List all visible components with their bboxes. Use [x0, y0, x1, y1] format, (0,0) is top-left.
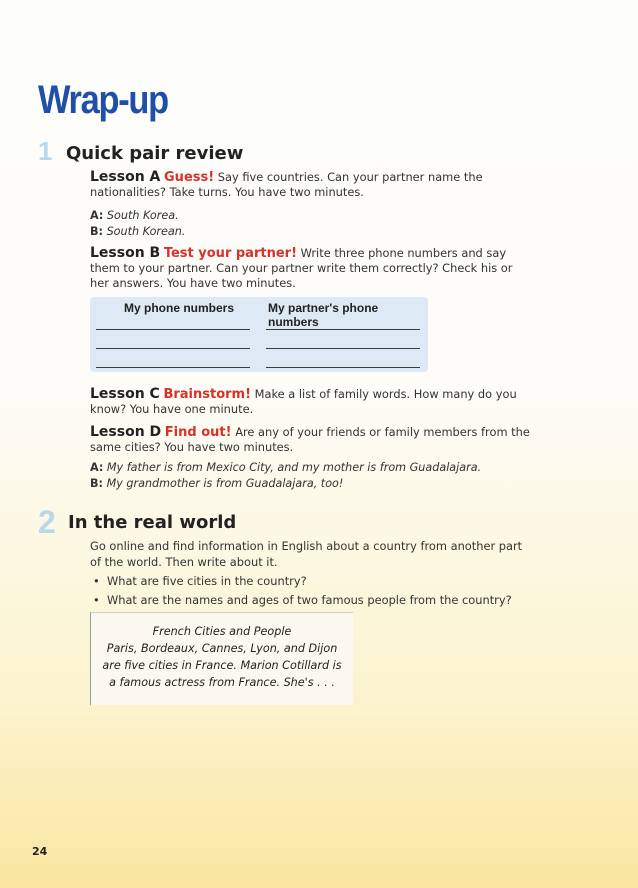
- lesson-a-text: Say five countries. Can your partner name the nationalities? Take turns. You have two minutes.: [90, 170, 483, 199]
- answer-line[interactable]: [96, 329, 250, 330]
- lesson-d-name: Lesson D: [90, 424, 162, 440]
- lesson-a-task: Guess!: [164, 170, 215, 185]
- lesson-d-task: Find out!: [164, 425, 232, 440]
- lesson-c: [90, 387, 530, 417]
- answer-line[interactable]: [266, 348, 420, 349]
- section-1-number: 1: [38, 136, 53, 166]
- lesson-b-text: Write three phone numbers and say them to your partner. Can your partner write them correctly? Check his or her answers. You have two minutes.: [90, 246, 513, 290]
- page-title: Wrap-up: [38, 78, 168, 122]
- lesson-d-text: Are any of your friends or family members from the same cities? You have two minutes.: [90, 425, 530, 454]
- example-note: [90, 612, 353, 705]
- note-line: a famous actress from France. She's . . .: [109, 676, 335, 689]
- section-2-text: Go online and find information in English about a country from another part of the world. Then write about it.: [90, 539, 523, 569]
- page-number: 24: [32, 845, 48, 858]
- lesson-b-task: Test your partner!: [163, 246, 297, 261]
- dialog-line: B: South Korean.: [90, 225, 186, 238]
- lesson-c-name: Lesson C: [90, 386, 160, 402]
- lesson-b: [90, 246, 530, 291]
- lesson-a-dialog: [90, 208, 185, 240]
- my-phone-numbers-header: My phone numbers: [124, 301, 235, 315]
- section-2-number: 2: [38, 504, 56, 540]
- answer-line[interactable]: [266, 367, 420, 368]
- note-line: are five cities in France. Marion Cotillard is: [102, 659, 342, 672]
- phone-numbers-table: [90, 297, 428, 372]
- lesson-b-name: Lesson B: [90, 245, 161, 261]
- bullet-item: • What are five cities in the country?: [93, 574, 307, 588]
- lesson-c-task: Brainstorm!: [163, 387, 252, 402]
- dialog-line: A: My father is from Mexico City, and my mother is from Guadalajara.: [90, 461, 482, 474]
- partner-phone-numbers-header: My partner's phone numbers: [268, 301, 379, 329]
- section-1-title: Quick pair review: [66, 143, 244, 164]
- lesson-a-name: Lesson A: [90, 169, 161, 185]
- dialog-line: A: South Korea.: [90, 209, 179, 222]
- lesson-c-text: Make a list of family words. How many do you know? You have one minute.: [90, 387, 517, 416]
- bullet-item: • What are the names and ages of two famous people from the country?: [93, 593, 512, 607]
- lesson-d: [90, 425, 530, 455]
- answer-line[interactable]: [266, 329, 420, 330]
- lesson-d-dialog: [90, 460, 481, 492]
- note-line: Paris, Bordeaux, Cannes, Lyon, and Dijon: [106, 642, 338, 655]
- note-title: French Cities and People: [152, 625, 292, 638]
- answer-line[interactable]: [96, 367, 250, 368]
- dialog-line: B: My grandmother is from Guadalajara, too!: [90, 477, 344, 490]
- lesson-a: [90, 170, 530, 200]
- section-2-title: In the real world: [68, 512, 237, 533]
- answer-line[interactable]: [96, 348, 250, 349]
